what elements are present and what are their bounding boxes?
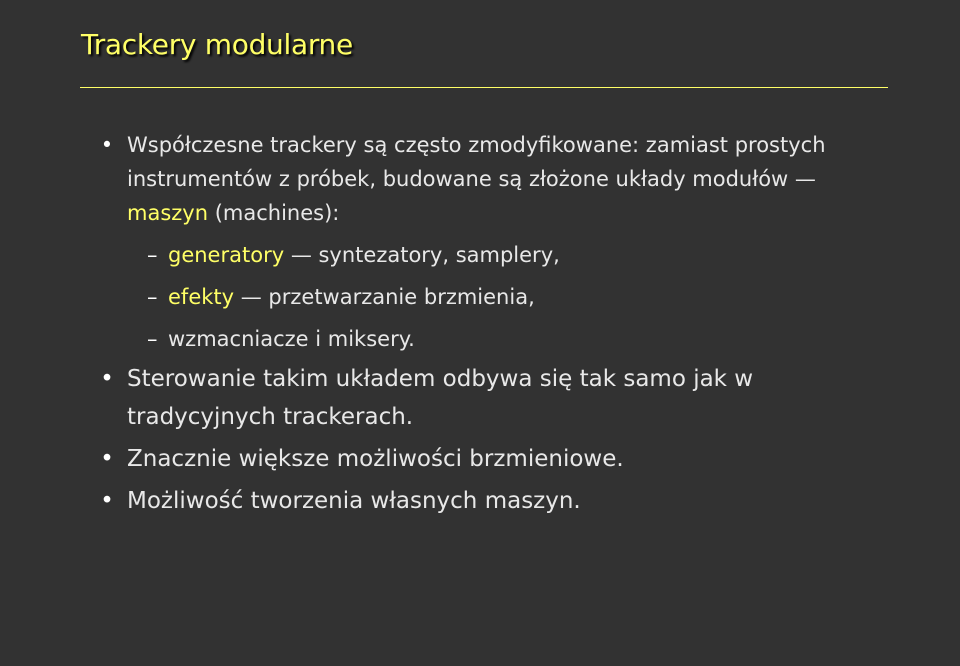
bullet-3-text: Znacznie większe możliwości brzmieniowe. (127, 446, 624, 472)
sub-2-text: — przetwarzanie brzmienia, (234, 285, 535, 309)
slide-title: Trackery modularne (81, 28, 353, 61)
sub-3-text: wzmacniacze i miksery. (168, 327, 415, 351)
bullet-2-text: Sterowanie takim układem odbywa się tak samo jak w tradycyjnych trackerach. (127, 366, 754, 430)
bullet-item-3 (100, 440, 900, 478)
bullet-dot-icon: • (100, 488, 114, 514)
bullet-4-text: Możliwość tworzenia własnych maszyn. (127, 488, 581, 514)
sub-item-3 (100, 318, 900, 360)
dash-icon: – (147, 243, 158, 267)
sub-1-highlight: generatory (168, 243, 285, 267)
bullet-1-highlight: maszyn (127, 201, 209, 225)
bullet-item-1 (100, 128, 900, 230)
sub-item-2 (100, 276, 900, 318)
sub-2-highlight: efekty (168, 285, 235, 309)
sub-item-1 (100, 234, 900, 276)
bullet-1-text-b: (machines): (208, 201, 340, 225)
dash-icon: – (147, 285, 158, 309)
bullet-dot-icon: • (100, 133, 114, 157)
slide-content (100, 128, 900, 524)
title-underline (80, 87, 888, 88)
dash-icon: – (147, 327, 158, 351)
bullet-1-text-a: Współczesne trackery są często zmodyfikowane: zamiast prostych instrumentów z próbek, budowane są złożone układy modułów — (127, 133, 826, 191)
sub-1-text: — syntezatory, samplery, (284, 243, 560, 267)
bullet-dot-icon: • (100, 446, 114, 472)
bullet-item-2 (100, 360, 900, 436)
bullet-dot-icon: • (100, 366, 114, 392)
bullet-item-4 (100, 482, 900, 520)
